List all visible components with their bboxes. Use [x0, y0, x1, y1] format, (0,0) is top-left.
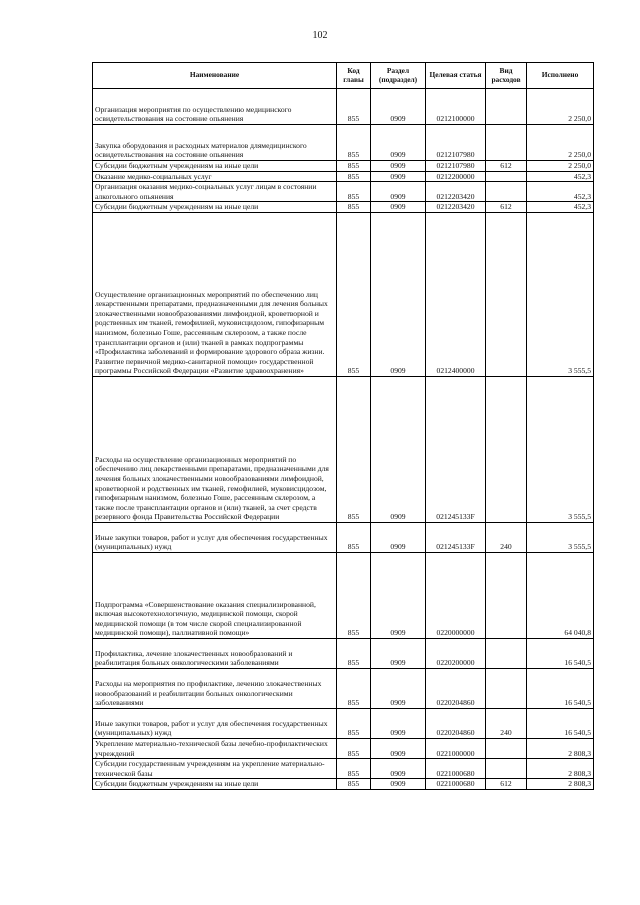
row-section [371, 779, 426, 790]
row-code-text: 855 [347, 542, 360, 552]
row-name [93, 376, 337, 522]
row-name [93, 125, 337, 161]
row-name [93, 89, 337, 125]
row-section-text: 0909 [390, 728, 406, 738]
row-target [426, 161, 486, 172]
row-name [93, 779, 337, 790]
row-target-text: 021245133F [436, 542, 475, 552]
row-target [426, 738, 486, 758]
row-amount [527, 708, 594, 738]
row-code [337, 759, 371, 779]
row-amount [527, 182, 594, 202]
row-target [426, 376, 486, 522]
row-target [426, 638, 486, 668]
row-amount-text: 3 555,5 [568, 366, 591, 376]
row-kind [486, 668, 527, 708]
row-section-text: 0909 [390, 114, 406, 124]
row-amount-text: 452,3 [573, 191, 591, 201]
row-code-text: 855 [347, 114, 360, 124]
row-target-text: 0220000000 [436, 628, 475, 638]
row-code [337, 182, 371, 202]
row-amount-text: 2 250,0 [568, 161, 591, 170]
row-kind [486, 182, 527, 202]
row-section [371, 171, 426, 182]
row-code [337, 738, 371, 758]
row-kind [486, 759, 527, 779]
row-target [426, 182, 486, 202]
row-name-text: Субсидии государственным учреждениям на укрепление материально-технической базы [95, 759, 325, 778]
row-amount-text: 2 250,0 [568, 114, 591, 124]
row-code-text: 855 [347, 748, 360, 758]
row-code [337, 89, 371, 125]
row-name-text: Подпрограмма «Совершенствование оказания специализированной, включая высокотехнологичную, медицинской помощи, скорой медицинской помощи (в том числе скорой специализированной медицинской помощи), паллиативной помощи» [95, 599, 316, 638]
row-target-text: 021245133F [436, 512, 475, 522]
row-code-text: 855 [347, 161, 360, 170]
row-amount [527, 161, 594, 172]
row-name [93, 182, 337, 202]
row-code-text: 855 [347, 779, 360, 789]
table-row [93, 182, 594, 202]
row-section [371, 552, 426, 638]
row-name-text: Организация мероприятия по осуществлению медицинского освидетельствования на состояние опьянения [95, 104, 292, 124]
row-code [337, 708, 371, 738]
row-name-text: Профилактика, лечение злокачественных новообразований и реабилитация больных онкологическими заболеваниями [95, 648, 293, 668]
row-amount-text: 452,3 [573, 171, 591, 181]
row-kind [486, 125, 527, 161]
row-name [93, 552, 337, 638]
row-section-text: 0909 [390, 768, 406, 778]
row-name-text: Иные закупки товаров, работ и услуг для обеспечения государственных (муниципальных) нужд [95, 532, 328, 552]
table-row [93, 759, 594, 779]
row-section [371, 89, 426, 125]
row-kind [486, 202, 527, 213]
row-target [426, 89, 486, 125]
row-code-text: 855 [347, 150, 360, 160]
row-name [93, 171, 337, 182]
row-code-text: 855 [347, 191, 360, 201]
row-name-text: Иные закупки товаров, работ и услуг для обеспечения государственных (муниципальных) нужд [95, 718, 328, 738]
row-target-text: 0221000680 [436, 768, 475, 778]
row-amount-text: 2 250,0 [568, 150, 591, 160]
row-target [426, 202, 486, 213]
header-code: Код главы [337, 63, 371, 89]
row-section-text: 0909 [390, 698, 406, 708]
table-row [93, 522, 594, 552]
row-name [93, 161, 337, 172]
row-section [371, 708, 426, 738]
row-kind-text: 240 [500, 728, 512, 738]
row-target-text: 0212200000 [436, 171, 475, 181]
row-name-text: Осуществление организационных мероприятий по обеспечению лиц лекарственными препаратами, предназначенными для лечения больных злокачественными новообразованиями лимфоидной, кроветворной и родственных им тканей, гемофилией, муковисцидозом, гипофизарным нанизмом, болезнью Гоше, рассеянным склерозом, а также после трансплантации органов и (или) тканей в рамках подпрограммы «Профилактика заболеваний и формирование здорового образа жизни. Развитие первичной медико-санитарной помощи» государственной программы Российской Федерации «Развитие здравоохранения» [95, 289, 328, 376]
row-target-text: 0212100000 [436, 114, 475, 124]
row-target [426, 125, 486, 161]
row-code-text: 855 [347, 658, 360, 668]
row-section-text: 0909 [390, 202, 406, 212]
row-target-text: 0212400000 [436, 366, 475, 376]
budget-table [92, 62, 594, 790]
table-row [93, 738, 594, 758]
row-code [337, 376, 371, 522]
row-name-text: Оказание медико-социальных услуг [95, 171, 212, 181]
header-row [93, 63, 594, 89]
row-section-text: 0909 [390, 628, 406, 638]
row-kind [486, 161, 527, 172]
row-target-text: 0221000000 [436, 748, 475, 758]
row-kind-text: 612 [500, 202, 512, 212]
row-section-text: 0909 [390, 658, 406, 668]
row-target-text: 0220200000 [436, 658, 475, 668]
row-amount-text: 16 540,5 [564, 698, 591, 708]
row-target-text: 0221000680 [436, 779, 475, 789]
row-name [93, 638, 337, 668]
row-target [426, 759, 486, 779]
row-section [371, 376, 426, 522]
row-name [93, 212, 337, 376]
table-row [93, 171, 594, 182]
row-kind [486, 638, 527, 668]
row-name [93, 522, 337, 552]
row-target [426, 708, 486, 738]
row-section-text: 0909 [390, 150, 406, 160]
row-target-text: 0220204860 [436, 728, 475, 738]
table-row [93, 212, 594, 376]
row-amount [527, 202, 594, 213]
row-amount-text: 16 540,5 [564, 658, 591, 668]
row-section-text: 0909 [390, 161, 406, 170]
row-name-text: Расходы на осуществление организационных мероприятий по обеспечению лиц лекарственными препаратами, предназначенными для лечения больных злокачественными новообразованиями лимфоидной, кроветворной и родственных им тканей, гемофилией, муковисцидозом, гипофизарным нанизмом, болезнью Гоше, рассеянным склерозом, а также после трансплантации органов и (или) тканей, за счет средств резервного фонда Правительства Российской Федерации [95, 454, 329, 522]
header-name: Наименование [93, 63, 337, 89]
row-section [371, 638, 426, 668]
row-section [371, 161, 426, 172]
row-code [337, 552, 371, 638]
page-number: 102 [312, 30, 328, 41]
row-amount [527, 668, 594, 708]
row-kind [486, 779, 527, 790]
row-code [337, 212, 371, 376]
table-row [93, 638, 594, 668]
row-name-text: Организация оказания медико-социальных услуг лицам в состоянии алкогольного опьянения [95, 182, 317, 201]
row-amount [527, 89, 594, 125]
row-section [371, 668, 426, 708]
row-section [371, 522, 426, 552]
row-name [93, 759, 337, 779]
row-kind [486, 89, 527, 125]
row-target-text: 0212203420 [436, 191, 475, 201]
row-code-text: 855 [347, 171, 360, 181]
row-target [426, 552, 486, 638]
row-section-text: 0909 [390, 779, 406, 789]
row-amount [527, 638, 594, 668]
row-amount-text: 2 808,3 [568, 768, 591, 778]
row-target [426, 171, 486, 182]
table-row [93, 552, 594, 638]
row-target [426, 668, 486, 708]
table-row [93, 668, 594, 708]
row-amount-text: 64 040,8 [564, 628, 591, 638]
row-target-text: 0212107980 [436, 161, 475, 170]
row-section [371, 125, 426, 161]
row-name-text: Субсидии бюджетным учреждениям на иные цели [95, 779, 259, 789]
row-amount-text: 2 808,3 [568, 748, 591, 758]
row-kind-text: 612 [500, 161, 512, 170]
row-section [371, 738, 426, 758]
row-code-text: 855 [347, 202, 360, 212]
row-section-text: 0909 [390, 748, 406, 758]
row-target-text: 0212107980 [436, 150, 475, 160]
row-section-text: 0909 [390, 171, 406, 181]
row-amount-text: 2 808,3 [568, 779, 591, 789]
row-amount [527, 212, 594, 376]
row-code [337, 202, 371, 213]
row-kind [486, 212, 527, 376]
row-amount-text: 452,3 [573, 202, 591, 212]
row-amount [527, 779, 594, 790]
row-name-text: Субсидии бюджетным учреждениям на иные цели [95, 202, 259, 212]
row-kind [486, 171, 527, 182]
row-name [93, 738, 337, 758]
row-amount-text: 3 555,5 [568, 512, 591, 522]
row-target-text: 0212203420 [436, 202, 475, 212]
row-amount [527, 738, 594, 758]
row-name-text: Субсидии бюджетным учреждениям на иные цели [95, 161, 259, 170]
row-code [337, 161, 371, 172]
row-code [337, 638, 371, 668]
row-section-text: 0909 [390, 542, 406, 552]
row-amount-text: 16 540,5 [564, 728, 591, 738]
row-amount [527, 552, 594, 638]
row-section-text: 0909 [390, 366, 406, 376]
row-amount [527, 171, 594, 182]
row-section-text: 0909 [390, 512, 406, 522]
row-code [337, 125, 371, 161]
header-target: Целевая статья [426, 63, 486, 89]
row-name [93, 202, 337, 213]
row-code-text: 855 [347, 698, 360, 708]
row-kind [486, 738, 527, 758]
table-row [93, 202, 594, 213]
header-kind: Вид расходов [486, 63, 527, 89]
table-row [93, 125, 594, 161]
row-section [371, 212, 426, 376]
row-kind-text: 240 [500, 542, 512, 552]
row-target-text: 0220204860 [436, 698, 475, 708]
row-amount-text: 3 555,5 [568, 542, 591, 552]
row-kind [486, 522, 527, 552]
row-name [93, 668, 337, 708]
row-kind [486, 552, 527, 638]
header-section: Раздел (подраздел) [371, 63, 426, 89]
row-code [337, 522, 371, 552]
row-kind-text: 612 [500, 779, 512, 789]
row-amount [527, 376, 594, 522]
table-row [93, 708, 594, 738]
row-amount [527, 125, 594, 161]
row-kind [486, 708, 527, 738]
row-code-text: 855 [347, 728, 360, 738]
row-section-text: 0909 [390, 191, 406, 201]
row-amount [527, 759, 594, 779]
row-code-text: 855 [347, 768, 360, 778]
row-target [426, 212, 486, 376]
row-name [93, 708, 337, 738]
row-name-text: Укрепление материально-технической базы лечебно-профилактических учреждений [95, 738, 328, 758]
row-amount [527, 522, 594, 552]
row-code-text: 855 [347, 512, 360, 522]
row-target [426, 779, 486, 790]
row-code [337, 171, 371, 182]
header-amount: Исполнено [527, 63, 594, 89]
table-row [93, 779, 594, 790]
row-kind [486, 376, 527, 522]
row-code [337, 779, 371, 790]
table-row [93, 89, 594, 125]
row-section [371, 182, 426, 202]
row-code-text: 855 [347, 366, 360, 376]
row-name-text: Расходы на мероприятия по профилактике, лечению злокачественных новообразований и реабилитации больных онкологическими заболеваниями [95, 679, 322, 708]
row-target [426, 522, 486, 552]
row-name-text: Закупка оборудования и расходных материалов длямедицинского освидетельствования на состояние опьянения [95, 140, 307, 160]
row-code-text: 855 [347, 628, 360, 638]
table-row [93, 161, 594, 172]
table-row [93, 376, 594, 522]
row-section [371, 759, 426, 779]
row-section [371, 202, 426, 213]
row-code [337, 668, 371, 708]
